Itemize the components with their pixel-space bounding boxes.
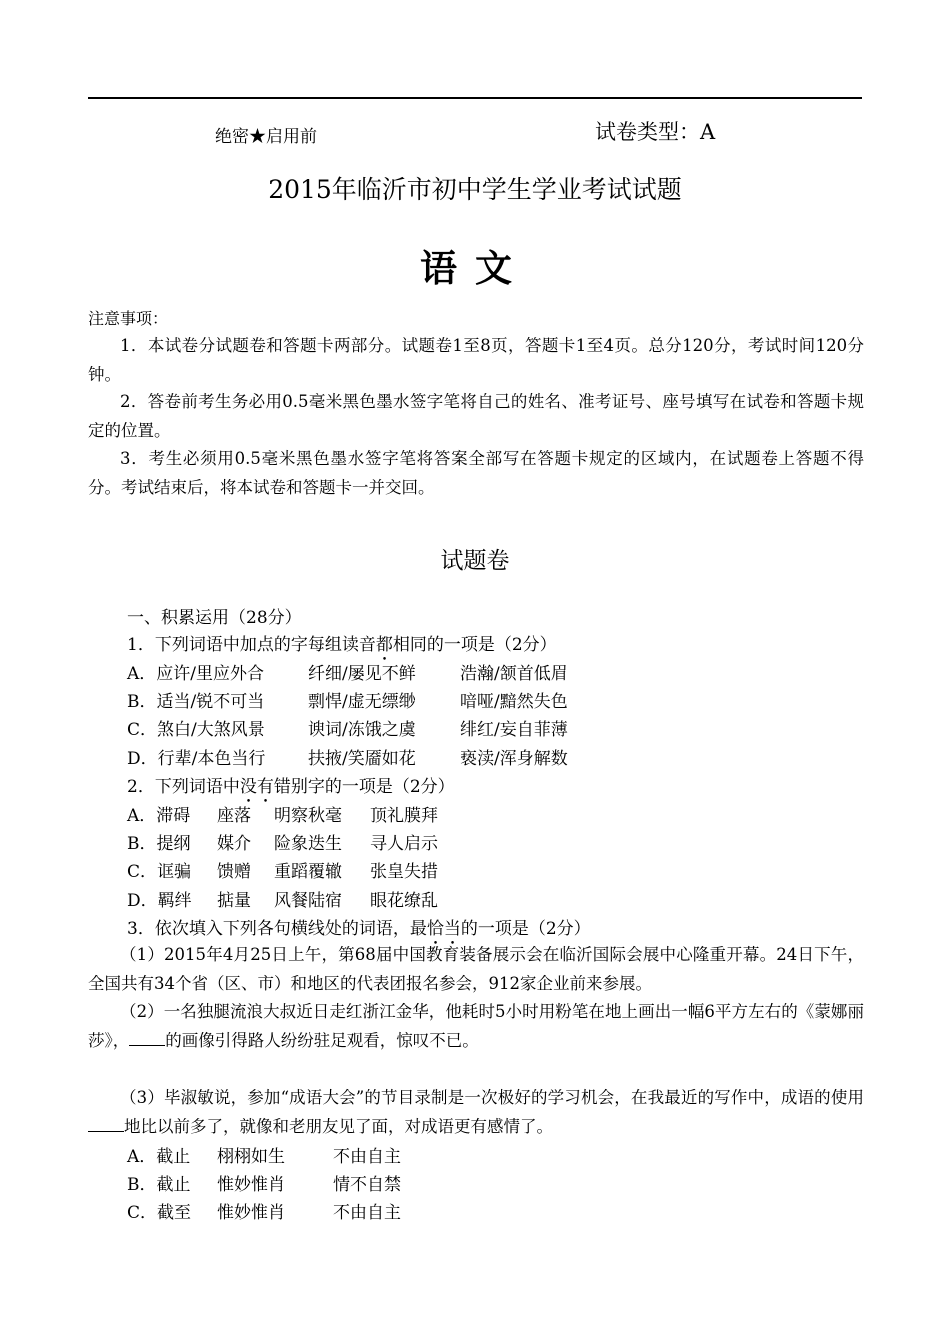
q2-option-c: C．诓骗 馈赠 重蹈覆辙 张皇失措 <box>127 862 438 882</box>
q3-sentence-1: （1）2015年4月25日上午，第68届中国教育装备展示会在临沂国际会展中心隆重开幕。24日下午，全国共有34个省（区、市）和地区的代表团报名参会，912家企业前来参展。 <box>88 945 864 993</box>
confidential-mark: 绝密★启用前 <box>215 127 317 147</box>
q1-option-a: A．应许/里应外合 纤细/屡见不鲜 浩瀚/颔首低眉 <box>127 664 568 684</box>
q3-sentence-2: （2）一名独腿流浪大叔近日走红浙江金华，他耗时5小时用粉笔在地上画出一幅6平方左右的《蒙娜丽莎》， 的画像引得路人纷纷驻足观看，惊叹不已。 <box>88 1002 864 1050</box>
section-title: 试题卷 <box>440 548 510 574</box>
paper-type: 试卷类型：A <box>595 120 716 144</box>
q2-option-a: A．滞碍 座落 明察秋毫 顶礼膜拜 <box>127 806 438 826</box>
q1-stem: 1．下列词语中加点的字每组读音都相同的一项是（2分） <box>127 635 557 655</box>
header-rule <box>88 97 862 99</box>
q1-option-b: B．适当/锐不可当 剽悍/虚无缥缈 喑哑/黯然失色 <box>127 692 568 712</box>
part1-heading: 一、积累运用（28分） <box>127 608 302 628</box>
exam-title: 2015年临沂市初中学生学业考试试题 <box>268 175 682 204</box>
fill-blank <box>129 1031 165 1046</box>
q3-option-c: C．截至 惟妙惟肖 不由自主 <box>127 1203 401 1223</box>
q2-option-d: D．羁绊 掂量 风餐陆宿 眼花缭乱 <box>127 891 438 911</box>
notice-item-1: 1．本试卷分试题卷和答题卡两部分。试题卷1至8页，答题卡1至4页。总分120分，考试时间120分钟。 <box>88 336 864 384</box>
q1-option-c: C．煞白/大煞风景 谀词/冻饿之虞 绯红/妄自菲薄 <box>127 720 568 740</box>
q3-sentence-3: （3）毕淑敏说，参加“成语大会”的节目录制是一次极好的学习机会，在我最近的写作中，成语的使用地比以前多了，就像和老朋友见了面，对成语更有感情了。 <box>88 1083 864 1141</box>
q2-stem: 2．下列词语中没有错别字的一项是（2分） <box>127 777 455 797</box>
q3-option-b: B．截止 惟妙惟肖 情不自禁 <box>127 1175 401 1195</box>
notice-item-2: 2．答卷前考生务必用0.5毫米黑色墨水签字笔将自己的姓名、准考证号、座号填写在试卷和答题卡规定的位置。 <box>88 392 864 440</box>
q3-stem: 3．依次填入下列各句横线处的词语，最恰当的一项是（2分） <box>127 919 591 939</box>
fill-blank <box>88 1117 124 1132</box>
q1-option-d: D．行辈/本色当行 扶掖/笑靥如花 亵渎/浑身解数 <box>127 749 568 769</box>
subject-title: 语文 <box>420 246 530 290</box>
notice-heading: 注意事项： <box>88 309 169 328</box>
q3-option-a: A．截止 栩栩如生 不由自主 <box>127 1147 401 1167</box>
q2-option-b: B．提纲 媒介 险象迭生 寻人启示 <box>127 834 438 854</box>
notice-item-3: 3．考生必须用0.5毫米黑色墨水签字笔将答案全部写在答题卡规定的区域内，在试题卷上答题不得分。考试结束后，将本试卷和答题卡一并交回。 <box>88 449 864 497</box>
